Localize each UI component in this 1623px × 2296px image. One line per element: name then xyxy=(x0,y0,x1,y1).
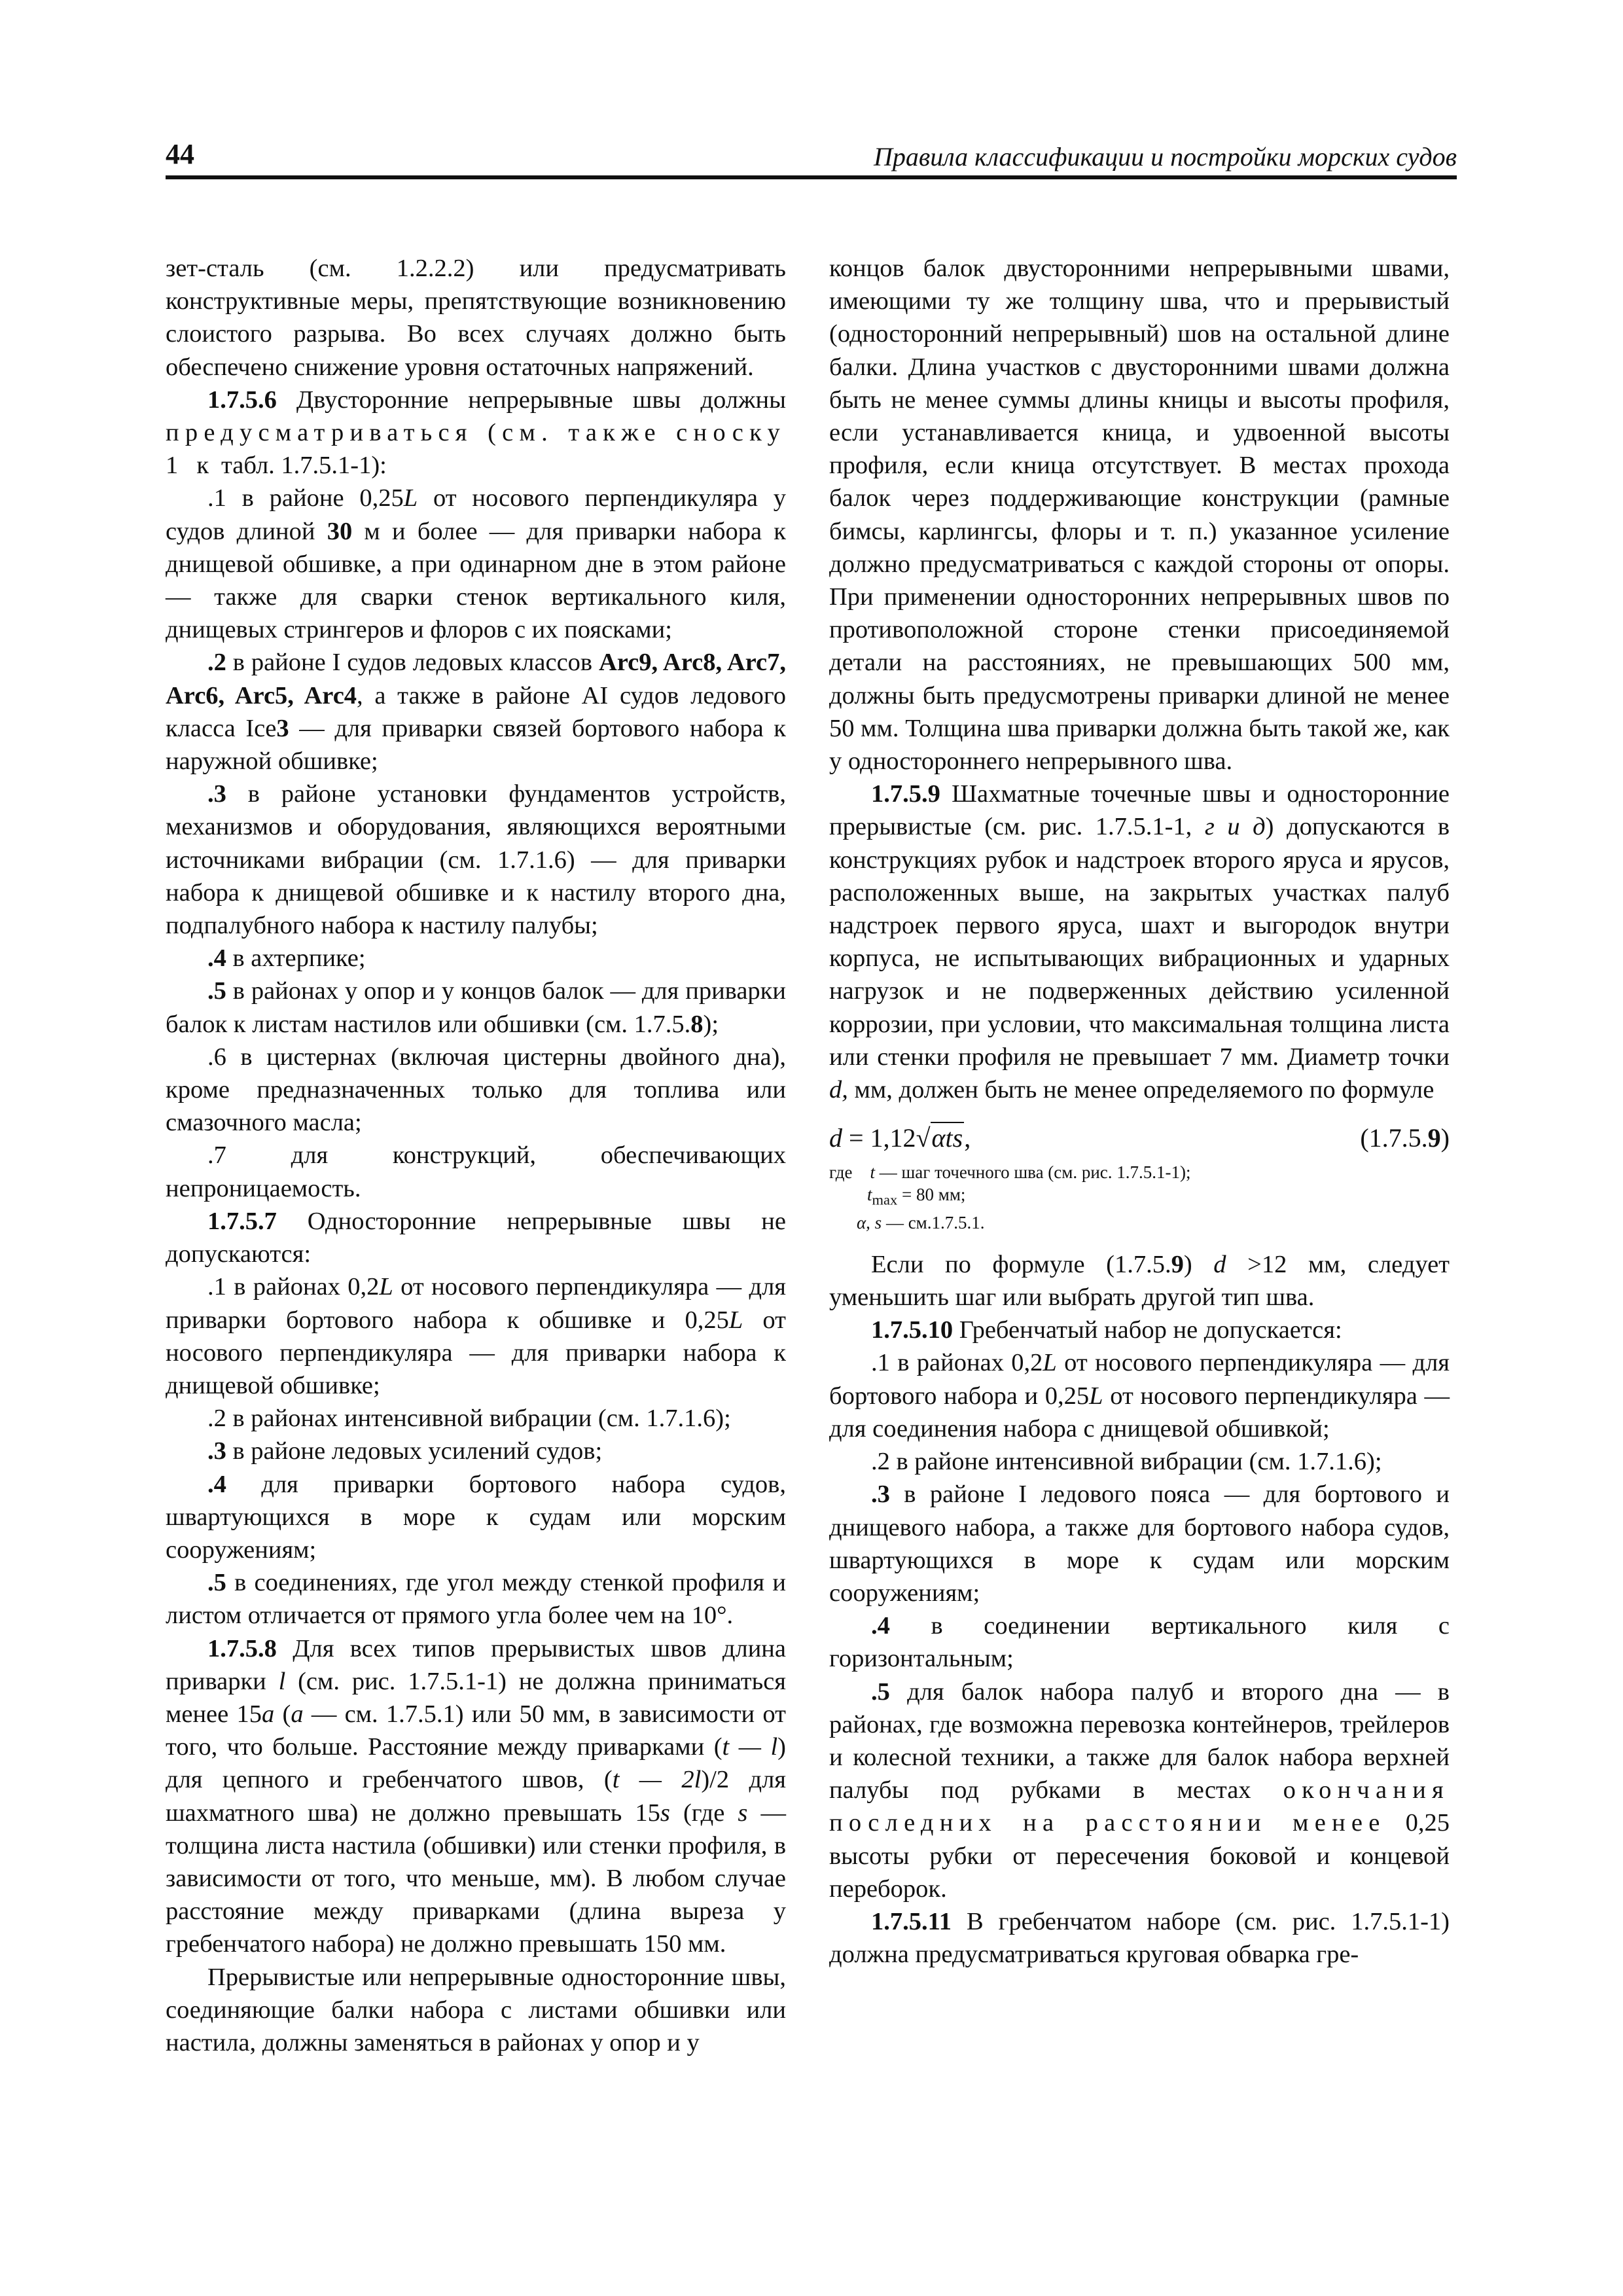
text: г xyxy=(1204,813,1215,841)
formula-1-7-5-9 xyxy=(829,1122,1450,1155)
list-item xyxy=(166,1566,786,1632)
text: 9 xyxy=(1427,1123,1441,1153)
list-item xyxy=(166,1435,786,1467)
list-item: .7 для конструкций, обеспечивающих непроницаемость. xyxy=(166,1141,786,1202)
right-column xyxy=(829,252,1450,1971)
item-number: .3 xyxy=(207,780,226,808)
text: окончания последних на расстоянии менее xyxy=(829,1776,1450,1837)
header-rule xyxy=(166,175,1457,179)
text: ( xyxy=(274,1700,291,1728)
text: , а также в районе AI судов ледового класса Ice xyxy=(166,681,786,742)
item-number: .4 xyxy=(871,1612,890,1640)
text: от носового перпендикуляра — для приварки бортового набора к обшивке и 0,25 xyxy=(166,1273,786,1334)
item-number: .5 xyxy=(871,1677,890,1706)
text: В гребенчатом наборе (см. рис. 1.7.5.1-1) должна предусматриваться круговая обварка гре- xyxy=(829,1907,1450,1969)
text: в соединении вертикального киля с горизонтальным; xyxy=(829,1612,1450,1673)
paragraph: зет-сталь (см. 1.2.2.2) или предусматривать конструктивные меры, препятствующие возникновению слоистого разрыва. Во всех случаях должно быть обеспечено снижение уровня остаточных напряжений. xyxy=(166,255,786,381)
legend-row xyxy=(829,1183,1450,1211)
text: для приварки бортового набора судов, швартующихся в море к судам или морским сооружениям; xyxy=(166,1470,786,1564)
text: в районе I ледового пояса — для бортового и днищевого набора, а также для бортового набора судов, швартующихся в море к судам или морским сооружениям; xyxy=(829,1480,1450,1607)
text: d xyxy=(1213,1250,1226,1278)
text: в ахтерпике; xyxy=(226,944,366,973)
text: L xyxy=(379,1273,393,1301)
text: .1 в районах 0,2 xyxy=(871,1349,1043,1377)
text: >12 мм, следует уменьшить шаг или выбрать другой тип шва. xyxy=(829,1250,1450,1312)
item-number: .2 xyxy=(207,649,226,677)
text: (где xyxy=(669,1799,738,1827)
section-1-7-5-8 xyxy=(166,1632,786,1961)
section-number: 1.7.5.7 xyxy=(207,1207,277,1235)
section-1-7-5-7 xyxy=(166,1205,786,1270)
text: мм, должен быть не менее определяемого по формуле xyxy=(847,1076,1435,1104)
legend-row xyxy=(829,1161,1450,1183)
text: от носового перпендикуляра у судов длиной xyxy=(166,484,787,545)
page-number: 44 xyxy=(166,138,194,170)
text: Гребенчатый набор не допускается: xyxy=(953,1316,1342,1344)
text: , xyxy=(964,1123,971,1153)
text: табл. 1.7.5.1-1): xyxy=(215,452,387,480)
list-item xyxy=(166,942,786,975)
text: t xyxy=(870,1162,875,1183)
text: .1 в районе 0,25 xyxy=(207,484,404,512)
text: t xyxy=(867,1185,872,1205)
text: L xyxy=(1089,1382,1103,1410)
text: м и более — для приварки набора к днищевой обшивке, а при одинарном дне в этом районе — также для сварки стенок вертикального киля, днищевых стрингеров и флоров с их поясками; xyxy=(166,517,786,644)
text: от носового перпендикуляра — для соединения набора с днищевой обшивкой; xyxy=(829,1382,1450,1443)
text: в районе I судов ледовых классов xyxy=(226,649,599,677)
text: д xyxy=(1253,813,1266,841)
text: t — 2l xyxy=(612,1766,702,1794)
text: αts xyxy=(931,1123,963,1153)
text: от носового перпендикуляра — для приварки набора к днищевой обшивке; xyxy=(166,1306,786,1399)
text: )/2 для шахматного шва) не должно превышать 15 xyxy=(166,1766,786,1827)
text: ) xyxy=(1183,1250,1214,1278)
text: — см.1.7.5.1. xyxy=(882,1212,985,1232)
paragraph: Прерывистые или непрерывные односторонние швы, соединяющие балки набора с листами обшивки или настила, должны заменяться в районах у опор и у xyxy=(166,1963,786,2056)
text: в районах у опор и у концов балок — для приварки балок к листам настилов или обшивки (см. 1.7.5. xyxy=(166,977,786,1038)
list-item: .2 в районах интенсивной вибрации (см. 1.7.1.6); xyxy=(207,1405,731,1433)
paragraph xyxy=(829,1248,1450,1314)
text: ); xyxy=(703,1010,719,1038)
section-1-7-5-11 xyxy=(829,1905,1450,1971)
list-item xyxy=(829,1676,1450,1905)
section-1-7-5-6 xyxy=(166,384,786,482)
text: s xyxy=(738,1799,748,1827)
text: α, s xyxy=(857,1212,882,1232)
text: Для всех типов прерывистых швов длина приварки xyxy=(166,1634,786,1695)
text: Если по формуле (1.7.5. xyxy=(871,1250,1171,1278)
paragraph: концов балок двусторонними непрерывными швами, имеющими ту же толщину шва, что и прерывистый (односторонний непрерывный) шов на остальной длине балки. Длина участков с двусторонними швами должна быть не менее суммы длины кницы и высоты профиля, если устанавливается кница, и удвоенной высоты профиля, если кница отсутствует. В местах прохода балок через поддерживающие конструкции (рамные бимсы, карлингсы, флоры и т. п.) указанное усиление должно предусматриваться с каждой стороны от опоры. При применении односторонних непрерывных швов по противоположной стороне стенки присоединяемой детали на расстояниях, не превышающих 500 мм, должны быть предусмотрены приварки длиной не менее 50 мм. Толщина шва приварки должна быть такой же, как у одностороннего непрерывного шва. xyxy=(829,255,1450,776)
list-item: .2 в районе интенсивной вибрации (см. 1.7.1.6); xyxy=(871,1448,1382,1476)
formula-number xyxy=(1360,1122,1450,1155)
formula-legend xyxy=(829,1161,1450,1233)
text: 0,25 высоты рубки от пересечения боковой и концевой переборок. xyxy=(829,1809,1450,1903)
text: = 1,12 xyxy=(842,1123,916,1153)
sqrt-sign: √ xyxy=(916,1123,931,1153)
left-column xyxy=(166,252,786,2059)
text: a xyxy=(291,1700,304,1728)
item-number: .5 xyxy=(207,977,226,1005)
list-item xyxy=(166,975,786,1040)
item-number: .4 xyxy=(207,944,226,973)
text: s xyxy=(660,1799,670,1827)
text: l xyxy=(278,1667,286,1695)
list-item: .6 в цистернах (включая цистерны двойного дна), кроме предназначенных только для топлива или смазочного масла; xyxy=(166,1043,786,1137)
text: (см. рис. 1.7.5.1-1) не должна приниматься менее 15 xyxy=(166,1667,786,1728)
formula-expression xyxy=(829,1122,971,1155)
list-item xyxy=(829,1346,1450,1445)
item-number: .3 xyxy=(207,1437,226,1465)
text: в районе ледовых усилений судов; xyxy=(226,1437,603,1465)
list-item xyxy=(829,1478,1450,1609)
text: в районе установки фундаментов устройств, механизмов и оборудования, являющихся вероятными источниками вибрации (см. 1.7.1.6) — для приварки набора к днищевой обшивке и к настилу второго дна, подпалубного набора к настилу палубы; xyxy=(166,780,786,940)
section-number: 1.7.5.9 xyxy=(871,780,940,808)
section-number: 1.7.5.6 xyxy=(207,386,277,414)
legend-row xyxy=(829,1211,1450,1234)
text: ) xyxy=(1440,1123,1450,1153)
text: — см. 1.7.5.1) или 50 мм, в зависимости от того, что больше. Расстояние между приварками ( xyxy=(166,1700,786,1761)
text: в соединениях, где угол между стенкой профиля и листом отличается от прямого угла более чем на 10°. xyxy=(166,1569,786,1630)
text: .1 в районах 0,2 xyxy=(207,1273,380,1301)
text: и xyxy=(1214,813,1253,841)
text: — толщина листа настила (обшивки) или стенки профиля, в зависимости от того, что меньше, мм). В любом случае расстояние между приварками (длина выреза у гребенчатого набора) не должно превышать 150 мм. xyxy=(166,1799,786,1958)
text: предусматриваться (см. также сноску 1 к xyxy=(166,419,786,480)
text: (1.7.5. xyxy=(1360,1123,1428,1153)
text: 8 xyxy=(690,1010,704,1038)
text: — шаг точечного шва (см. рис. 1.7.5.1-1); xyxy=(874,1162,1191,1183)
text: L xyxy=(728,1306,743,1334)
section-1-7-5-10 xyxy=(829,1314,1450,1346)
text: Односторонние непрерывные швы не допускаются: xyxy=(166,1207,786,1268)
text: d, xyxy=(829,1076,848,1104)
running-title: Правила классификации и постройки морских судов xyxy=(873,142,1457,171)
list-item xyxy=(166,482,786,646)
text: 3 xyxy=(276,714,289,742)
text: — для приварки связей бортового набора к наружной обшивке; xyxy=(166,714,786,776)
text: max xyxy=(872,1191,898,1208)
section-number: 1.7.5.8 xyxy=(207,1634,277,1662)
text: = 80 мм; xyxy=(897,1185,966,1205)
list-item xyxy=(829,1609,1450,1675)
item-number: .5 xyxy=(207,1569,226,1597)
text: L xyxy=(1043,1349,1057,1377)
text: a xyxy=(261,1700,275,1728)
list-item xyxy=(166,1468,786,1567)
text: от носового перпендикуляра — для бортового набора и 0,25 xyxy=(829,1349,1450,1410)
section-number: 1.7.5.10 xyxy=(871,1316,954,1344)
text: d xyxy=(829,1123,842,1153)
item-number: .3 xyxy=(871,1480,890,1509)
text: ) для цепного и гребенчатого швов, ( xyxy=(166,1733,786,1794)
list-item xyxy=(166,778,786,942)
text: для балок набора палуб и второго дна — в районах, где возможна перевозка контейнеров, трейлеров и колесной техники, а также для балок набора верхней палубы под рубками в местах xyxy=(829,1677,1450,1804)
text: ) допускаются в конструкциях рубок и надстроек второго яруса и ярусов, расположенных выше, на закрытых участках палуб надстроек первого яруса, шахт и выгородок внутри корпуса, не испытывающих вибрационных и ударных нагрузок и не подверженных действию усиленной коррозии, при условии, что максимальная толщина листа или стенки профиля не превышает 7 мм. Диаметр точки xyxy=(829,813,1450,1071)
section-number: 1.7.5.11 xyxy=(871,1907,952,1935)
text: 9 xyxy=(1171,1250,1184,1278)
text: где xyxy=(829,1162,853,1183)
list-item xyxy=(166,1270,786,1402)
text: Шахматные точечные швы и односторонние прерывистые (см. рис. 1.7.5.1-1, xyxy=(829,780,1450,841)
ice-classes: Arc9, Arc8, Arc7, Arc6, Arc5, Arc4 xyxy=(166,649,787,709)
text: L xyxy=(403,484,418,512)
section-1-7-5-9 xyxy=(829,778,1450,1106)
text: 30 xyxy=(327,517,353,545)
item-number: .4 xyxy=(207,1470,226,1498)
text: Двусторонние непрерывные швы должны xyxy=(276,386,786,414)
list-item xyxy=(166,646,786,778)
text: t — l xyxy=(722,1733,778,1761)
